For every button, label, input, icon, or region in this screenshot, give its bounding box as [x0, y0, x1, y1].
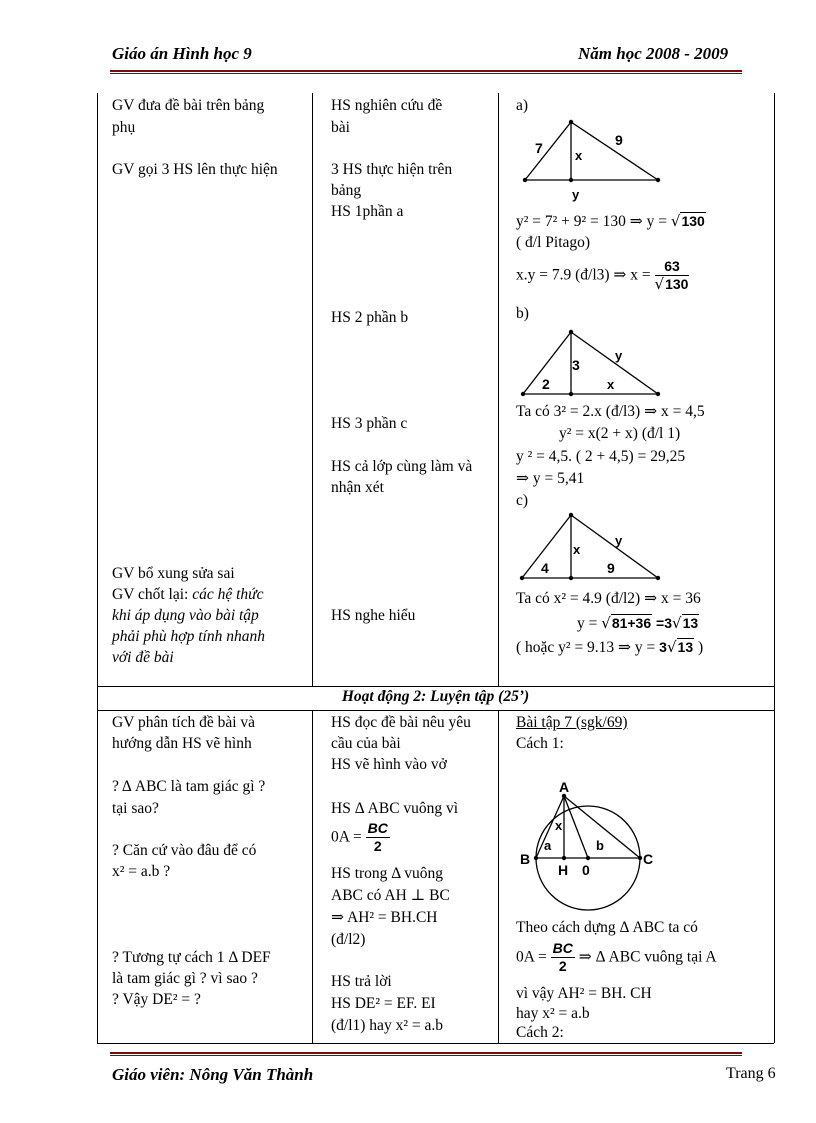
part-b-eq3: y ² = 4,5. ( 2 + 4,5) = 29,25	[516, 448, 686, 465]
sqrt-icon: √	[672, 614, 682, 632]
method-1-line-2	[516, 940, 717, 975]
hs2-line-10: HS trả lời	[331, 973, 392, 990]
gv-line-2: phụ	[112, 119, 136, 136]
part-a-eq1-radicand: 130	[681, 213, 705, 229]
footer-rule	[110, 1052, 742, 1056]
part-c-eq3-coef: 3	[659, 639, 667, 655]
triangle-c-vertex-left	[520, 576, 524, 580]
sqrt-icon: √	[601, 614, 611, 632]
triangle-c-vertex-top	[569, 513, 573, 517]
gv2-line-4: tại sao?	[112, 800, 159, 817]
hs2-line-12: (đ/l1) hay x² = a.b	[331, 1017, 443, 1034]
col-divider-2-bottom	[498, 710, 499, 1043]
triangle-a-vertex-left	[523, 178, 527, 182]
part-c-eq1: Ta có x² = 4.9 (đ/l2) ⇒ x = 36	[516, 590, 701, 607]
label-o: 0	[582, 862, 590, 878]
hs2-line-2: cầu của bài	[331, 735, 401, 752]
part-c-eq3-end: )	[694, 639, 704, 656]
hs-line-5: HS 1phần a	[331, 203, 404, 220]
triangle-c-label-right: 9	[607, 560, 615, 576]
gv2-line-9: ? Vậy DE² = ?	[112, 991, 201, 1008]
sqrt-icon: √	[666, 638, 677, 656]
hs2-oa-text: 0A =	[331, 828, 366, 846]
label-x: x	[555, 818, 563, 833]
header-title: Giáo án Hình học 9	[112, 44, 252, 63]
label-a: A	[559, 779, 570, 795]
part-a-eq3-text: x.y = 7.9 (đ/l3) ⇒ x =	[516, 266, 655, 284]
triangle-b-right-side	[571, 332, 658, 394]
row-divider-top	[97, 686, 774, 687]
part-c-eq2-radicand2: 13	[682, 615, 699, 631]
gv2-line-5: ? Căn cứ vào đâu để có	[112, 842, 257, 859]
hs-line-1: HS nghiên cứu đề	[331, 97, 443, 114]
triangle-b-vertex-top	[569, 330, 573, 334]
activity-2-title: Hoạt động 2: Luyện tập (25’)	[341, 688, 530, 705]
triangle-b-label-height: 3	[572, 357, 580, 373]
exercise-title: Bài tập 7 (sgk/69)	[516, 714, 628, 731]
triangle-c-vertex-right	[656, 576, 660, 580]
triangle-b-vertex-right	[656, 392, 660, 396]
triangle-b-label-right: x	[607, 377, 615, 392]
table-border-bottom	[97, 1043, 774, 1044]
hs-line-4: bảng	[331, 182, 362, 199]
triangle-c-figure	[515, 511, 675, 591]
gv-line-1: GV đưa đề bài trên bảng	[112, 97, 265, 114]
method-1-oa-text: 0A =	[516, 948, 551, 966]
part-c-label: c)	[516, 492, 529, 509]
part-a-fraction	[655, 258, 690, 293]
col-divider-2-top	[498, 93, 499, 686]
col-divider-1-top	[312, 93, 313, 686]
hs2-line-4: HS Δ ABC vuông vì	[331, 800, 459, 817]
point-o	[586, 856, 590, 860]
triangle-b-figure	[515, 326, 675, 406]
part-a-label: a)	[516, 97, 529, 114]
part-a-eq2: ( đ/l Pitago)	[516, 234, 591, 251]
method-1-frac-num: BC	[552, 940, 573, 956]
part-a-eq1	[516, 210, 706, 233]
footer-page-number: Trang 6	[726, 1065, 776, 1082]
hs-line-6: HS 2 phần b	[331, 309, 409, 326]
part-a-frac-den	[655, 276, 690, 293]
gv-line-4: GV bổ xung sửa sai	[112, 565, 235, 582]
method-1-fraction	[551, 940, 575, 975]
hs2-line-3: HS vẽ hình vào vở	[331, 756, 447, 773]
hs2-frac-num: BC	[367, 820, 388, 836]
point-h	[562, 856, 566, 860]
label-h: H	[558, 862, 569, 878]
gv2-line-8: là tam giác gì ? vì sao ?	[112, 970, 258, 987]
footer-teacher: Giáo viên: Nông Văn Thành	[112, 1065, 314, 1084]
part-a-eq3	[516, 258, 689, 293]
hs2-line-6: HS trong Δ vuông	[331, 865, 444, 882]
gv-line-5	[112, 584, 264, 606]
method-1-conclusion: ⇒ Δ ABC vuông tại A	[578, 948, 717, 966]
part-b-eq2: y² = x(2 + x) (đ/l 1)	[559, 425, 681, 442]
part-c-eq2	[577, 612, 699, 635]
gv2-line-2: hướng dẫn HS vẽ hình	[112, 735, 252, 752]
method-1-line-1: Theo cách dựng Δ ABC ta có	[516, 919, 698, 936]
method-1-line-4: hay x² = a.b	[516, 1005, 590, 1022]
hs2-line-8: ⇒ AH² = BH.CH	[331, 909, 438, 926]
hs2-line-7: ABC có AH ⊥ BC	[331, 887, 450, 904]
hs2-line-11: HS DE² = EF. EI	[331, 995, 436, 1012]
hs-line-7: HS 3 phần c	[331, 415, 408, 432]
triangle-c-foot	[569, 576, 573, 580]
gv-conclude-label: GV chốt lại:	[112, 586, 193, 603]
gv-line-3: GV gọi 3 HS lên thực hiện	[112, 161, 278, 178]
gv2-line-6: x² = a.b ?	[112, 863, 171, 880]
triangle-a-vertex-top	[569, 120, 573, 124]
triangle-b-label-left: 2	[542, 376, 550, 392]
hs-line-10: HS nghe hiểu	[331, 607, 416, 624]
table-border-right	[774, 93, 775, 1043]
triangle-a-foot	[569, 178, 573, 182]
gv-line-7: phải phù hợp tính nhanh	[112, 628, 265, 645]
gv-line-8: với đề bài	[112, 649, 174, 666]
header-year: Năm học 2008 - 2009	[578, 44, 729, 63]
sqrt-icon: √	[654, 275, 665, 293]
circle-figure	[512, 778, 672, 918]
part-b-label: b)	[516, 305, 529, 322]
sqrt-icon: √	[670, 212, 681, 230]
gv-line-6: khi áp dụng vào bài tập	[112, 607, 259, 624]
hs-line-8: HS cả lớp cùng làm và	[331, 458, 473, 475]
part-c-eq3-radicand: 13	[677, 639, 694, 655]
hs2-fraction	[366, 820, 390, 855]
triangle-a-label-height: x	[575, 148, 583, 163]
part-b-eq1: Ta có 3² = 2.x (đ/l3) ⇒ x = 4,5	[516, 403, 705, 420]
point-c	[638, 856, 642, 860]
hs2-frac-den: 2	[373, 838, 382, 854]
hs-line-9: nhận xét	[331, 479, 384, 496]
triangle-c-label-height: x	[573, 542, 581, 557]
triangle-b-label-hyp: y	[615, 348, 623, 363]
triangle-b-vertex-left	[521, 392, 525, 396]
hs2-line-9: (đ/l2)	[331, 931, 366, 948]
header-rule	[110, 70, 742, 74]
col-divider-1-bottom	[312, 710, 313, 1043]
row-divider-bottom	[97, 710, 774, 711]
hs-line-2: bài	[331, 119, 350, 136]
method-1-label: Cách 1:	[516, 735, 564, 752]
gv2-line-7: ? Tương tự cách 1 Δ DEF	[112, 949, 271, 966]
label-b-segment: b	[596, 838, 604, 853]
point-b	[534, 856, 538, 860]
hs2-line-5	[331, 820, 390, 855]
label-c: C	[643, 851, 654, 867]
part-a-frac-den-radicand: 130	[665, 276, 689, 292]
triangle-c-label-hyp: y	[615, 533, 623, 548]
part-c-eq2-radicand: 81+36	[611, 615, 652, 631]
triangle-a-label-base: y	[572, 187, 580, 202]
hs2-line-1: HS đọc đề bài nêu yêu	[331, 714, 471, 731]
part-b-eq4: ⇒ y = 5,41	[516, 470, 585, 487]
table-border-left	[97, 93, 98, 1043]
triangle-a-vertex-right	[656, 178, 660, 182]
part-c-eq2-result: =3	[652, 615, 672, 631]
part-c-eq3-text: ( hoặc y² = 9.13 ⇒ y =	[516, 639, 660, 656]
label-b: B	[520, 851, 531, 867]
triangle-a-right-side	[571, 122, 658, 180]
triangle-c-label-left: 4	[541, 560, 549, 576]
part-c-eq3	[516, 636, 703, 659]
part-a-frac-num: 63	[655, 258, 690, 276]
hs-line-3: 3 HS thực hiện trên	[331, 161, 453, 178]
part-c-eq2-text: y =	[577, 615, 602, 632]
triangle-a-left-side	[525, 122, 571, 180]
gv2-line-1: GV phân tích đề bài và	[112, 714, 256, 731]
triangle-a-label-right: 9	[615, 132, 623, 148]
method-2-label: Cách 2:	[516, 1024, 564, 1041]
gv-conclude-text: các hệ thức	[192, 586, 264, 603]
triangle-b-foot	[569, 392, 573, 396]
part-a-eq1-text: y² = 7² + 9² = 130 ⇒ y =	[516, 213, 671, 230]
gv2-line-3: ? Δ ABC là tam giác gì ?	[112, 778, 266, 795]
triangle-a-label-left: 7	[535, 140, 543, 156]
method-1-frac-den: 2	[558, 958, 567, 974]
label-a-segment: a	[544, 838, 552, 853]
triangle-a-figure	[515, 115, 675, 205]
method-1-line-3: vì vậy AH² = BH. CH	[516, 985, 652, 1002]
